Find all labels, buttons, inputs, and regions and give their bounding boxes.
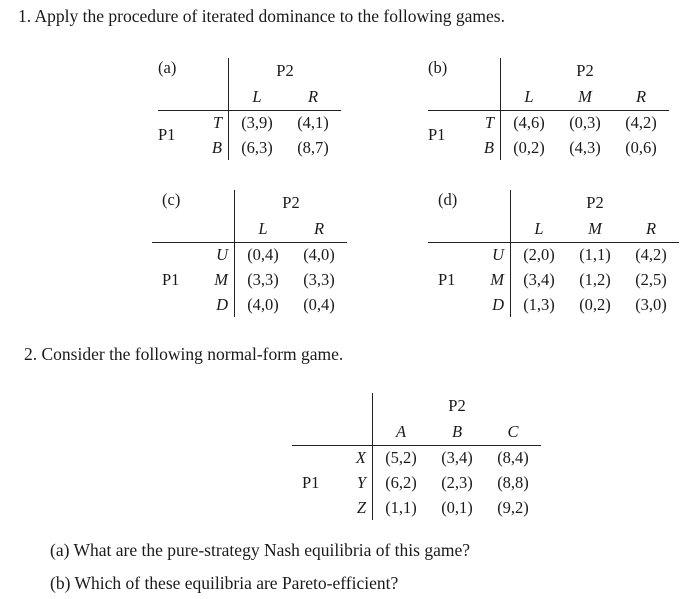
game-b-p1-label: P1 [428, 125, 446, 145]
game-b-cell: (4,6) [501, 110, 558, 135]
game-b-p2-label: P2 [501, 58, 670, 84]
game-a-cell: (8,7) [297, 137, 329, 157]
game-q2-cell: (3,4) [441, 447, 473, 467]
game-d-cell: (1,2) [579, 269, 611, 289]
game-a-cell: (4,1) [297, 112, 329, 132]
game-q2-row-header: Y [356, 472, 366, 492]
game-b-cell: (4,2) [625, 112, 657, 132]
game-c-table [152, 190, 347, 317]
game-a-p2-label: P2 [229, 58, 342, 84]
game-c-cell: (0,4) [303, 294, 335, 314]
game-d-col-header: M [567, 216, 623, 242]
game-d-cell: (3,4) [511, 267, 568, 292]
game-c-row-header: M [214, 269, 228, 289]
game-d-cell: (0,2) [579, 294, 611, 314]
game-a-label: (a) [158, 58, 177, 77]
game-b-table [428, 58, 669, 160]
game-c-col-header: R [291, 216, 347, 242]
game-q2-cell: (0,1) [441, 497, 473, 517]
game-b-cell: (4,3) [569, 137, 601, 157]
game-b-row-header: T [484, 112, 494, 132]
game-a-row-header: T [212, 112, 222, 132]
game-d-p1-label: P1 [438, 269, 456, 289]
game-c-p1-label: P1 [162, 269, 180, 289]
game-d-col-header: L [511, 216, 568, 242]
game-q2-col-header: C [485, 419, 541, 445]
game-d-cell: (4,2) [635, 244, 667, 264]
game-c-p2-label: P2 [235, 190, 348, 216]
game-q2-cell: (9,2) [497, 497, 529, 517]
game-d-cell: (2,0) [511, 242, 568, 267]
game-c-cell: (3,3) [303, 269, 335, 289]
game-a-p1-label: P1 [158, 125, 176, 145]
game-b-col-header: L [501, 84, 558, 110]
game-b-cell: (0,3) [569, 112, 601, 132]
game-b-cell: (0,6) [625, 137, 657, 157]
game-c-col-header: L [235, 216, 292, 242]
game-d-cell: (3,0) [635, 294, 667, 314]
game-d-cell: (1,3) [511, 292, 568, 317]
game-c-label: (c) [162, 190, 181, 209]
game-d-p2-label: P2 [511, 190, 680, 216]
game-q2-table [292, 393, 541, 520]
game-q2-cell: (5,2) [373, 445, 430, 470]
question-2-text: 2. Consider the following normal-form game. [24, 344, 344, 364]
game-c-cell: (0,4) [235, 242, 292, 267]
game-d-label: (d) [438, 190, 458, 209]
game-c-cell: (4,0) [235, 292, 292, 317]
game-b-cell: (0,2) [501, 135, 558, 160]
game-a-cell: (6,3) [229, 135, 286, 160]
game-q2-cell: (1,1) [373, 495, 430, 520]
game-d-row-header: M [490, 269, 504, 289]
game-q2-cell: (2,3) [441, 472, 473, 492]
question-1-text: 1. Apply the procedure of iterated dominance to the following games. [18, 6, 505, 26]
game-q2-col-header: A [373, 419, 430, 445]
game-b-col-header: M [557, 84, 613, 110]
game-a-cell: (3,9) [229, 110, 286, 135]
game-a-table [158, 58, 341, 160]
game-d-row-header: U [492, 244, 504, 264]
question-2a-text: (a) What are the pure-strategy Nash equilibria of this game? [50, 540, 470, 560]
game-c-cell: (4,0) [303, 244, 335, 264]
game-q2-cell: (8,4) [497, 447, 529, 467]
game-c-cell: (3,3) [235, 267, 292, 292]
game-b-label: (b) [428, 58, 448, 77]
game-d-row-header: D [492, 294, 504, 314]
game-c-row-header: U [216, 244, 228, 264]
game-q2-cell: (6,2) [373, 470, 430, 495]
game-a-col-header: L [229, 84, 286, 110]
game-a-col-header: R [285, 84, 341, 110]
game-d-cell: (1,1) [579, 244, 611, 264]
game-d-col-header: R [623, 216, 679, 242]
game-d-table [428, 190, 679, 317]
game-q2-col-header: B [429, 419, 485, 445]
game-q2-p1-label: P1 [302, 472, 320, 492]
game-q2-p2-label: P2 [373, 393, 542, 419]
game-c-row-header: D [216, 294, 228, 314]
game-a-row-header: B [211, 137, 222, 157]
game-b-row-header: B [483, 137, 494, 157]
game-q2-row-header: Z [356, 497, 366, 517]
game-q2-cell: (8,8) [497, 472, 529, 492]
game-d-cell: (2,5) [635, 269, 667, 289]
game-q2-row-header: X [355, 447, 366, 467]
question-2b-text: (b) Which of these equilibria are Pareto-efficient? [50, 573, 399, 593]
game-b-col-header: R [613, 84, 669, 110]
